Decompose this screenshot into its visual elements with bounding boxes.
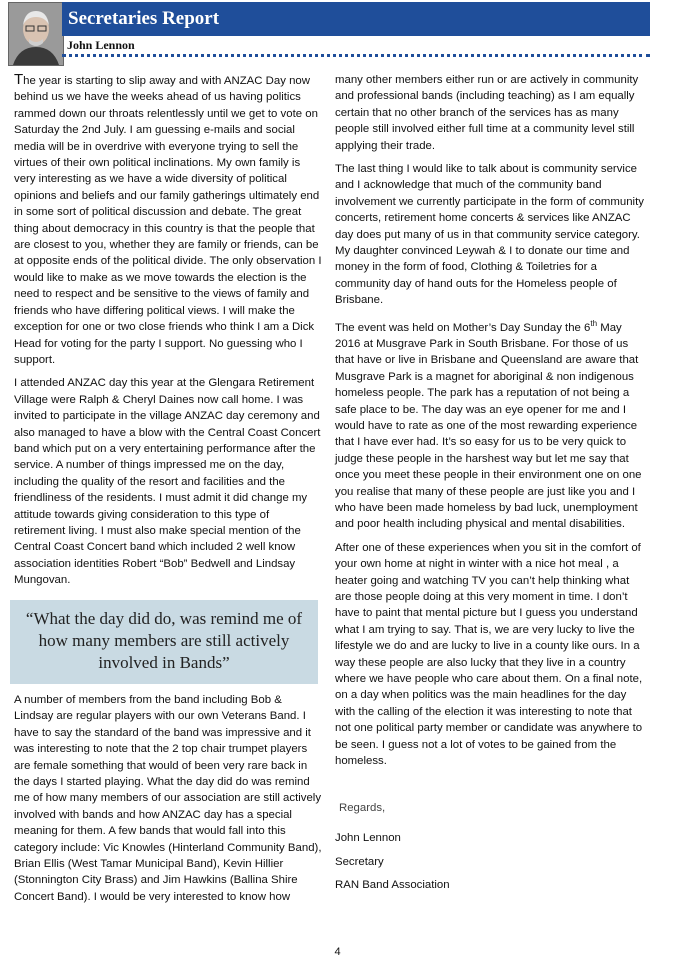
pull-quote: “What the day did do, was remind me of how many members are still actively involved in Bands”: [25, 609, 303, 672]
right-column: [335, 72, 647, 776]
paragraph-event: [335, 316, 647, 533]
left-column: [14, 72, 322, 596]
pull-quote-box: [10, 600, 318, 684]
paragraph-community-service: The last thing I would like to talk about is community service and I acknowledge that much of the community band involvement we currently participate in the form of community concerts, retirement home concerts & services like ANZAC day does put many of us in that community service category. My daughter convinced Leywah & I to donate our time and money in the form of food, Clothing & Toiletries for a community day of hand outs for the Homeless people of Brisbane.: [335, 163, 644, 307]
event-text-start: The event was held on Mother’s Day Sunday the 6: [335, 321, 591, 334]
paragraph-intro-text: he year is starting to slip away and with ANZAC Day now behind us we have the weeks ahead of us having politics rammed down our throats relentlessly until we get to vote on Saturday the 2nd July. I am guessing e-mails and social media will be in overdrive with everyone trying to sell the virtues of their own political inclinations. My own family is very interesting as we have a wide diversity of political opinions and beliefs and our family gatherings ultimately end in some sort of political discussion and debate. The great thing about democracy in this country is that the people that are closest to you, whether they are family or friends, can be at opposite ends of the political divide. The only observation I would like to make as we move towards the election is the need to respect and be sensitive to the views of family and friends who have differing political views. I will make the exception for one or two close friends who think I am a Dick Head for voting for the party I support. No guessing who I support.: [14, 75, 322, 366]
paragraph-anzac: I attended ANZAC day this year at the Glengara Retirement Village were Ralph & Cheryl Daines now call home. I was invited to participate in the village ANZAC day ceremony and also managed to have a blow with the Central Coast Concert band which put on a very entertaining performance after the service. A number of things impressed me on the day, including the quality of the resort and facilities and the friendliness of the residents. I must admit it did change my attitude towards giving consideration to this type of retirement living. I must also make special mention of the Central Coast Concert band which included 2 well know association identities Robert “Bob” Bedwell and Lindsay Mungovan.: [14, 377, 321, 587]
author-photo: [8, 2, 64, 66]
signoff-regards: Regards,: [339, 802, 386, 814]
page-number: 4: [334, 946, 341, 958]
paragraph-intro: [14, 72, 322, 368]
signoff: [335, 800, 450, 901]
drop-cap: T: [14, 71, 24, 88]
page-title: Secretaries Report: [68, 8, 220, 29]
signoff-role: Secretary: [335, 855, 384, 868]
author-name: John Lennon: [67, 38, 135, 52]
title-bar: [62, 2, 650, 36]
signoff-org: RAN Band Association: [335, 879, 450, 892]
left-column-lower: [14, 692, 322, 912]
paragraph-members: A number of members from the band including Bob & Lindsay are regular players with our own Veterans Band. I have to say the standard of the band was impressive and it was interesting to note that the 2 top chair trumpet players are female something that would of been very rare back in the days I started playing. What the day did do was remind me of how many members of our association are still actively involved with bands and how ANZAC day has a special meaning for them. A few bands that would fall into this category include: Vic Knowles (Hinterland Community Band), Brian Ellis (West Tamar Municipal Band), Kevin Hillier (Stonnington City Brass) and Jim Hawkins (Ballina Shire Concert Band). I would be very interested to know how: [14, 694, 322, 903]
event-text-rest: May 2016 at Musgrave Park in South Brisbane. For those of us that have or live in Brisbane and Queensland are aware that Musgrave Park is a magnet for aboriginal & non indigenous homeless people. The park has a reputation of not being a safe place to be. The day was an eye opener for me and I would have to rate as one of the most rewarding experience that I have ever had. It’s so easy for us to be very quick to judge these people in the harshest way but let me say that once you meet these people in their environment one on one you realise that many of these people are just like you and I who have been made homeless by bad luck, unemployment and poor health including physical and mental disabilities.: [335, 321, 642, 531]
signoff-name: John Lennon: [335, 832, 401, 845]
dotted-divider: [62, 54, 650, 57]
ordinal-suffix: th: [590, 318, 598, 328]
paragraph-reflection: After one of these experiences when you sit in the comfort of your own home at night in winter with a nice hot meal , a heater going and watching TV you can’t help thinking what are those people doing at this very moment in time. I don’t have to paint that mental picture but I guess you understand what I am trying to say. That is, we are very lucky to live the lifestyle we do and are lucky to live in a county like ours. In a way these people are also lucky that they live in a country where we have people who care about them. On a final note, on a day when politics was the main headlines for the day with the calling of the election it was interesting to note that not one political party member or candidate was anywhere to be seen. I guess not a lot of votes to be gained from the homeless.: [335, 541, 643, 768]
paragraph-continuation: many other members either run or are actively in community and professional bands (including teaching) as I am equally certain that no other branch of the services has as many people still involved either full time at a community level still applying their trade.: [335, 74, 639, 152]
